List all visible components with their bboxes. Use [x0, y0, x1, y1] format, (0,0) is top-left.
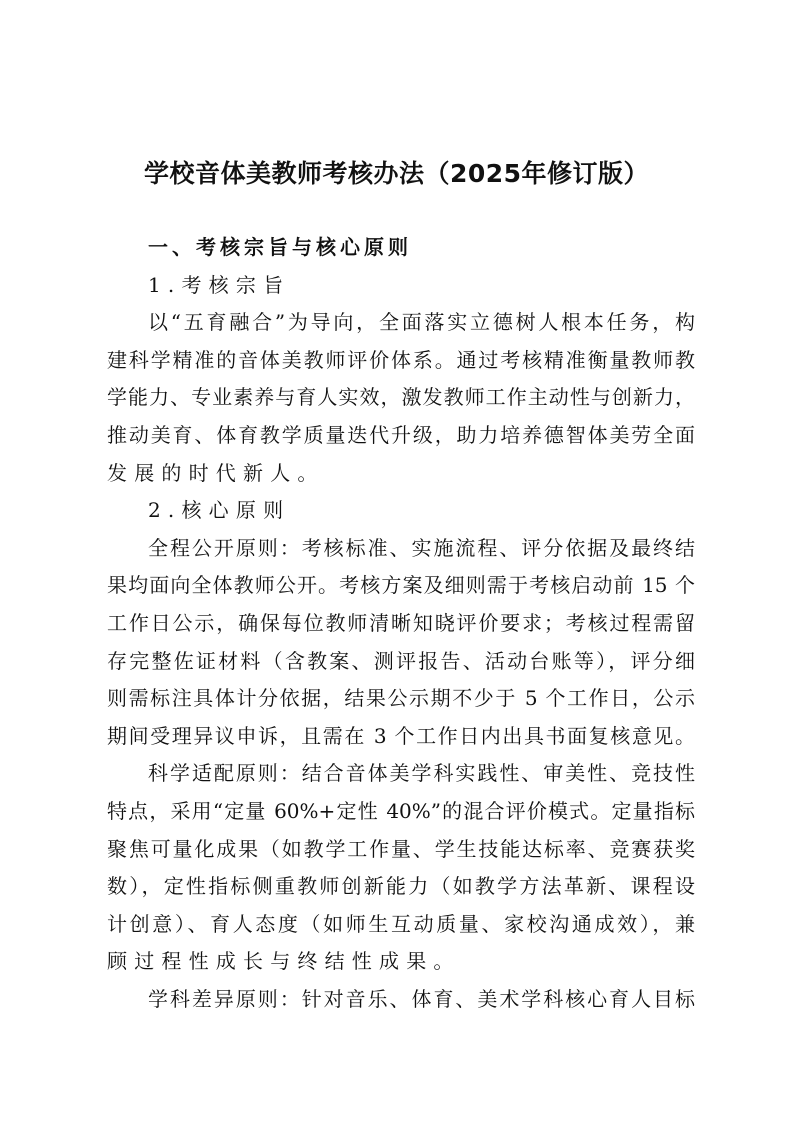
text-line: 聚焦可量化成果（如教学工作量、学生技能达标率、竞赛获奖	[107, 836, 695, 861]
text-line: 学能力、专业素养与育人实效，激发教师工作主动性与创新力，	[107, 385, 695, 410]
text-line: 推动美育、体育教学质量迭代升级，助力培养德智体美劳全面	[107, 422, 695, 447]
text-line: 果均面向全体教师公开。考核方案及细则需于考核启动前 15 个	[107, 573, 695, 598]
text-line: 数），定性指标侧重教师创新能力（如教学方法革新、课程设	[107, 874, 695, 899]
text-line: 特点，采用“定量 60%+定性 40%”的混合评价模式。定量指标	[107, 798, 695, 823]
text-line: 工作日公示，确保每位教师清晰知晓评价要求；考核过程需留	[107, 610, 695, 635]
paragraph-subject-difference-principle	[107, 981, 695, 1019]
text-line: 学科差异原则：针对音乐、体育、美术学科核心育人目标	[148, 986, 695, 1011]
subsection-heading: 1.考核宗旨	[148, 272, 291, 297]
text-line: 计创意）、育人态度（如师生互动质量、家校沟通成效），兼	[107, 911, 695, 936]
paragraph-scientific-principle	[107, 755, 695, 981]
text-line: 期间受理异议申诉，且需在 3 个工作日内出具书面复核意见。	[107, 723, 695, 748]
paragraph-purpose	[107, 304, 695, 492]
document-title: 学校音体美教师考核办法（2025年修订版）	[143, 159, 650, 188]
text-line: 发展的时代新人。	[107, 460, 325, 485]
text-line: 则需标注具体计分依据，结果公示期不少于 5 个工作日，公示	[107, 686, 695, 711]
text-line: 顾过程性成长与终结性成果。	[107, 949, 461, 974]
text-line: 存完整佐证材料（含教案、测评报告、活动台账等），评分细	[107, 648, 695, 673]
text-line: 全程公开原则：考核标准、实施流程、评分依据及最终结	[148, 535, 695, 560]
text-line: 建科学精准的音体美教师评价体系。通过考核精准衡量教师教	[107, 347, 695, 372]
text-line: 以“五育融合”为导向，全面落实立德树人根本任务，构	[148, 310, 695, 335]
subsection-heading: 2.核心原则	[148, 498, 291, 523]
text-line: 科学适配原则：结合音体美学科实践性、审美性、竞技性	[148, 761, 695, 786]
document-body	[107, 229, 695, 1018]
section-heading: 一、考核宗旨与核心原则	[148, 235, 412, 259]
paragraph-openness-principle	[107, 530, 695, 756]
